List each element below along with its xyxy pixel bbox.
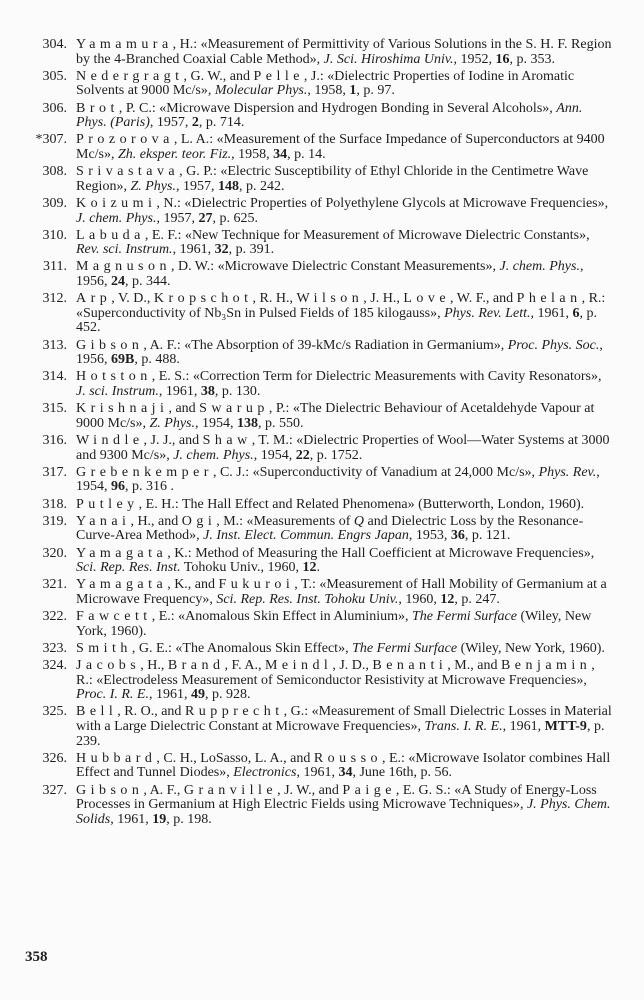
reference-item <box>0 705 644 749</box>
author-name: Benjamin <box>500 658 592 674</box>
reference-text: and Dielectric Loss by the Resonance-Curve-Area Method», <box>76 513 584 544</box>
author-name: Granville <box>183 782 278 798</box>
reference-text: , R. H., <box>252 291 297 307</box>
reference-text: , P.: «The Dielectric Behaviour of Acetaldehyde Vapour at 9000 Mc/s», <box>76 401 595 431</box>
reference-number: 306. <box>42 100 67 116</box>
reference-item <box>0 752 644 781</box>
reference-item <box>0 165 644 194</box>
source-title: J. sci. Instrum. <box>76 384 159 399</box>
author-name: Fawcett <box>76 609 152 625</box>
reference-item <box>0 515 644 544</box>
volume-number: 32 <box>214 242 229 258</box>
reference-text: . <box>316 560 321 576</box>
reference-text: , R. O., and <box>117 704 185 720</box>
reference-text: Tohoku Univ., 1960, <box>180 560 303 576</box>
page-number: 358 <box>25 949 48 965</box>
reference-item <box>0 292 644 336</box>
reference-text: , p. 353. <box>509 51 556 67</box>
reference-text: , p. 239. <box>76 719 605 749</box>
reference-list <box>0 38 644 830</box>
author-name: Fukuroi <box>218 577 295 593</box>
author-name: Gibson <box>76 337 144 353</box>
source-title: Rev. sci. Instrum. <box>76 242 173 258</box>
author-name: Shaw <box>202 432 252 448</box>
reference-number: 305. <box>42 68 67 84</box>
reference-text: , p. 550. <box>258 415 304 431</box>
source-title: Electronics <box>233 765 297 781</box>
reference-text: , G. E.: «The Anomalous Skin Effect», <box>131 640 353 656</box>
reference-text: , J. D., <box>332 658 373 674</box>
reference-number: 326. <box>42 750 67 766</box>
author-name: Phelan <box>516 291 582 307</box>
reference-text: , C. H., LoSasso, L. A., and <box>156 750 314 766</box>
volume-number: MTT-9 <box>544 719 587 734</box>
reference-number: 318. <box>42 496 67 512</box>
reference-text: , K.: Method of Measuring the Hall Coefficient at Microwave Frequencies», <box>167 545 595 561</box>
author-name: Yanai <box>76 513 131 529</box>
reference-number: 317. <box>42 464 67 480</box>
reference-text: , J. H., <box>363 291 404 307</box>
volume-number: 16 <box>495 51 510 67</box>
volume-number: 36 <box>450 528 465 544</box>
author-name: Benanti <box>372 658 448 674</box>
reference-text: , G. W., and <box>183 68 254 84</box>
reference-item <box>0 610 644 639</box>
reference-text: , 1961, <box>110 811 153 827</box>
volume-number: 24 <box>111 274 125 290</box>
reference-number: 310. <box>42 227 67 243</box>
reference-number: 311. <box>43 259 67 275</box>
reference-text: , E. G. S.: «A Study of Energy-Loss Processes in Germanium at High Electric Fields using Microwave Techniques», <box>76 782 597 813</box>
reference-item <box>0 642 644 657</box>
reference-text: , T.: «Measurement of Hall Mobility of Germanium at a Microwave Frequency», <box>76 577 607 607</box>
reference-text: , R.: «Superconductivity of Nb₃Sn in Pulsed Fields of 185 kilogauss», <box>76 291 606 321</box>
source-title: J. chem. Phys. <box>499 259 580 275</box>
author-name: Krishnaji <box>76 401 169 417</box>
reference-text: , p. 316 . <box>125 479 174 495</box>
reference-text: , 1960, <box>398 591 441 607</box>
author-name: Jacobs <box>76 658 141 674</box>
reference-text: , 1961, <box>148 687 191 703</box>
source-title: Zh. eksper. teor. Fiz. <box>118 146 232 162</box>
source-title: J. chem. Phys. <box>76 210 157 226</box>
reference-text: , A. F., <box>143 782 184 798</box>
volume-number: 138 <box>237 415 258 431</box>
author-name: Prozorova <box>76 132 174 148</box>
reference-text: , P. C.: «Microwave Dispersion and Hydrogen Bonding in Several Alcohols», <box>118 100 557 116</box>
source-title: The Fermi Surface <box>411 609 517 625</box>
reference-text: (Wiley, New York, 1960). <box>76 609 592 639</box>
author-name: Yamagata <box>76 577 168 593</box>
reference-text: , H., and <box>130 513 182 529</box>
reference-text: , 1956, <box>76 259 584 290</box>
reference-text: , p. 344. <box>125 274 171 290</box>
reference-text: , p. 97. <box>356 83 395 99</box>
author-name: Gibson <box>76 782 144 798</box>
author-name: Grebenkemper <box>76 464 213 480</box>
author-name: Koizumi <box>76 195 157 211</box>
volume-number: 148 <box>217 178 239 194</box>
author-name: Yamagata <box>76 545 168 561</box>
reference-item <box>0 402 644 431</box>
reference-text: , E.: «Anomalous Skin Effect in Aluminium», <box>151 609 412 625</box>
source-title: Q <box>353 513 364 529</box>
reference-item <box>0 370 644 399</box>
reference-number: 309. <box>42 195 67 211</box>
volume-number: 34 <box>273 146 288 162</box>
reference-text: , 1958, <box>231 146 274 162</box>
reference-text: , 1961, <box>502 719 545 734</box>
reference-text: , p. 130. <box>214 384 261 399</box>
reference-item <box>0 260 644 289</box>
reference-text: , 1957, <box>175 178 218 194</box>
source-title: J. Phys. Chem. Solids <box>76 797 611 827</box>
reference-number: 314. <box>42 369 67 385</box>
author-name: Nedergragt <box>76 68 184 84</box>
author-name: Rousso <box>313 750 382 766</box>
reference-number: 313. <box>42 337 67 353</box>
author-name: Labuda <box>76 227 145 243</box>
source-title: Trans. I. R. E. <box>424 719 503 734</box>
reference-text: , K., and <box>167 577 219 593</box>
reference-text: , 1952, <box>453 51 496 67</box>
reference-item <box>0 578 644 607</box>
reference-text: , T. M.: «Dielectric Properties of Wool—Water Systems at 3000 and 9300 Mc/s», <box>76 432 610 463</box>
volume-number: 96 <box>111 479 125 495</box>
reference-number: 316. <box>42 432 67 448</box>
reference-text: , R.: «Electrodeless Measurement of Semiconductor Resistivity at Microwave Frequencies», <box>76 658 595 688</box>
reference-text: , 1954, <box>253 447 296 463</box>
reference-text: , and <box>168 401 200 417</box>
source-title: Proc. Phys. Soc. <box>507 337 600 353</box>
reference-text: , 1954, <box>195 415 237 431</box>
author-name: Smith <box>76 640 132 656</box>
source-title: Molecular Phys. <box>214 83 308 99</box>
source-title: Proc. I. R. E. <box>76 687 149 703</box>
author-name: Magnuson <box>76 259 171 275</box>
reference-number: 325. <box>42 704 67 720</box>
reference-text: , p. 391. <box>228 242 275 258</box>
reference-item <box>0 547 644 576</box>
reference-item <box>0 659 644 703</box>
author-name: Hubbard <box>76 750 157 766</box>
source-title: J. Sci. Hiroshima Univ. <box>323 51 454 67</box>
reference-text: , 1958, <box>307 83 350 99</box>
author-name: Kropschot <box>153 291 253 307</box>
volume-number: 34 <box>338 765 353 781</box>
reference-item <box>0 229 644 258</box>
source-title: Phys. Rev. <box>538 464 597 480</box>
volume-number: 1 <box>349 83 357 99</box>
reference-text: , 1957, <box>149 115 192 131</box>
reference-text: , p. 488. <box>134 352 180 368</box>
reference-text: , M., and <box>447 658 501 674</box>
reference-text: , M.: «Measurements of <box>216 513 354 529</box>
author-name: Swarup <box>199 401 269 417</box>
reference-number: 312. <box>42 291 67 307</box>
reference-text: , N.: «Dielectric Properties of Polyethylene Glycols at Microwave Frequencies», <box>156 195 609 211</box>
author-name: Hotston <box>76 369 152 385</box>
source-title: Sci. Rep. Res. Inst. <box>76 560 181 576</box>
author-name: Love <box>403 291 451 307</box>
reference-number: 327. <box>42 782 67 798</box>
reference-text: , V. D., <box>111 291 154 307</box>
reference-number: 319. <box>42 513 67 529</box>
reference-text: , p. 1752. <box>309 447 363 463</box>
reference-text: , A. F.: «The Absorption of 39-kMc/s Radiation in Germanium», <box>143 337 508 353</box>
reference-text: , G. P.: «Electric Susceptibility of Ethyl Chloride in the Centimetre Wave Region», <box>76 164 589 194</box>
reference-text: , June 16th, p. 56. <box>352 765 453 781</box>
reference-text: , J. W., and <box>277 782 343 798</box>
author-name: Brand <box>167 658 225 674</box>
source-title: Phys. Rev. Lett. <box>444 305 531 321</box>
reference-text: (Wiley, New York, 1960). <box>457 640 605 656</box>
reference-text: , p. 198. <box>166 811 212 827</box>
reference-number: *307. <box>35 132 67 148</box>
reference-text: , J.: «Dielectric Properties of Iodine in Aromatic Solvents at 9000 Mc/s», <box>76 68 575 99</box>
reference-text: , E.: «Microwave Isolator combines Hall Effect and Tunnel Diodes», <box>76 750 611 781</box>
reference-number: 323. <box>42 640 67 656</box>
volume-number: 19 <box>152 811 167 827</box>
source-title: Sci. Rep. Res. Inst. Tohoku Univ. <box>216 591 399 607</box>
author-name: Srivastava <box>76 164 180 180</box>
reference-text: , p. 242. <box>238 178 285 194</box>
reference-text: , p. 452. <box>76 305 598 336</box>
reference-item <box>0 38 644 67</box>
reference-text: , 1961, <box>172 242 215 258</box>
reference-text: , E. F.: «New Technique for Measurement of Microwave Dielectric Constants», <box>144 227 590 243</box>
source-title: The Fermi Surface <box>352 640 458 656</box>
reference-text: , G.: «Measurement of Small Dielectric Losses in Material with a Large Dielectric Constant at Microwave Frequencies», <box>76 704 612 734</box>
author-name: Arp <box>76 291 112 307</box>
reference-text: , 1956, <box>76 337 603 368</box>
reference-item <box>0 70 644 99</box>
reference-text: , E. S.: «Correction Term for Dielectric Measurements with Cavity Resonators», <box>151 369 602 385</box>
reference-text: , 1961, <box>296 765 339 781</box>
reference-text: , C. J.: «Superconductivity of Vanadium at 24,000 Mc/s», <box>212 464 539 480</box>
author-name: Paige <box>342 782 396 798</box>
reference-number: 304. <box>42 37 67 52</box>
reference-text: , p. 714. <box>198 115 245 131</box>
reference-text: , E. H.: The Hall Effect and Related Phenomena» (Butterworth, London, 1960). <box>138 496 585 512</box>
author-name: Windle <box>76 432 144 448</box>
reference-item <box>0 197 644 226</box>
reference-text: , 1961, <box>158 384 201 399</box>
author-name: Meindl <box>264 658 333 674</box>
reference-text: , H.: «Measurement of Permittivity of Various Solutions in the S. H. F. Region by the 4-Branched Coaxial Cable Method», <box>76 37 612 67</box>
volume-number: 38 <box>200 384 215 399</box>
volume-number: 2 <box>191 115 199 131</box>
reference-text: , p. 928. <box>204 687 251 703</box>
reference-item <box>0 133 644 162</box>
volume-number: 22 <box>295 447 310 463</box>
reference-text: , H., <box>140 658 168 674</box>
reference-text: , L. A.: «Measurement of the Surface Impedance of Superconductors at 9400 Mc/s», <box>76 132 605 162</box>
author-name: Pelle <box>253 68 304 84</box>
author-name: Brot <box>76 100 119 116</box>
reference-text: , p. 247. <box>454 591 500 607</box>
volume-number: 12 <box>440 591 455 607</box>
reference-item <box>0 434 644 463</box>
source-title: J. chem. Phys. <box>173 447 254 463</box>
reference-text: , D. W.: «Microwave Dielectric Constant Measurements», <box>170 259 500 275</box>
volume-number: 27 <box>198 210 213 226</box>
source-title: J. Inst. Elect. Commun. Engrs Japan <box>203 528 409 544</box>
reference-text: , 1961, <box>530 305 573 321</box>
reference-text: , W. F., and <box>450 291 517 307</box>
author-name: Wilson <box>296 291 364 307</box>
reference-number: 324. <box>42 658 67 674</box>
source-title: Z. Phys. <box>130 178 176 194</box>
reference-text: , 1957, <box>156 210 199 226</box>
reference-item <box>0 339 644 368</box>
volume-number: 49 <box>190 687 205 703</box>
author-name: Yamamura <box>76 37 173 52</box>
author-name: Bell <box>76 704 118 720</box>
volume-number: 12 <box>302 560 317 576</box>
author-name: Putley <box>76 496 139 512</box>
reference-text: , p. 625. <box>212 210 258 226</box>
reference-number: 308. <box>42 164 67 180</box>
reference-text: , 1954, <box>76 464 600 495</box>
source-title: Z. Phys. <box>149 415 195 431</box>
reference-item <box>0 498 644 513</box>
volume-number: 69B <box>111 352 135 368</box>
reference-text: , p. 14. <box>287 146 326 162</box>
volume-number: 6 <box>572 305 580 321</box>
reference-number: 320. <box>42 545 67 561</box>
reference-text: , J. J., and <box>143 432 203 448</box>
reference-item <box>0 784 644 828</box>
author-name: Rupprecht <box>184 704 284 720</box>
reference-text: , p. 121. <box>464 528 511 544</box>
reference-text: , 1953, <box>408 528 451 544</box>
reference-text: , F. A., <box>224 658 265 674</box>
reference-item <box>0 466 644 495</box>
author-name: Ogi <box>181 513 217 529</box>
reference-number: 315. <box>42 401 67 417</box>
reference-number: 321. <box>42 577 67 593</box>
reference-number: 322. <box>42 609 67 625</box>
source-title: Ann. Phys. (Paris) <box>76 100 583 131</box>
reference-item <box>0 102 644 131</box>
